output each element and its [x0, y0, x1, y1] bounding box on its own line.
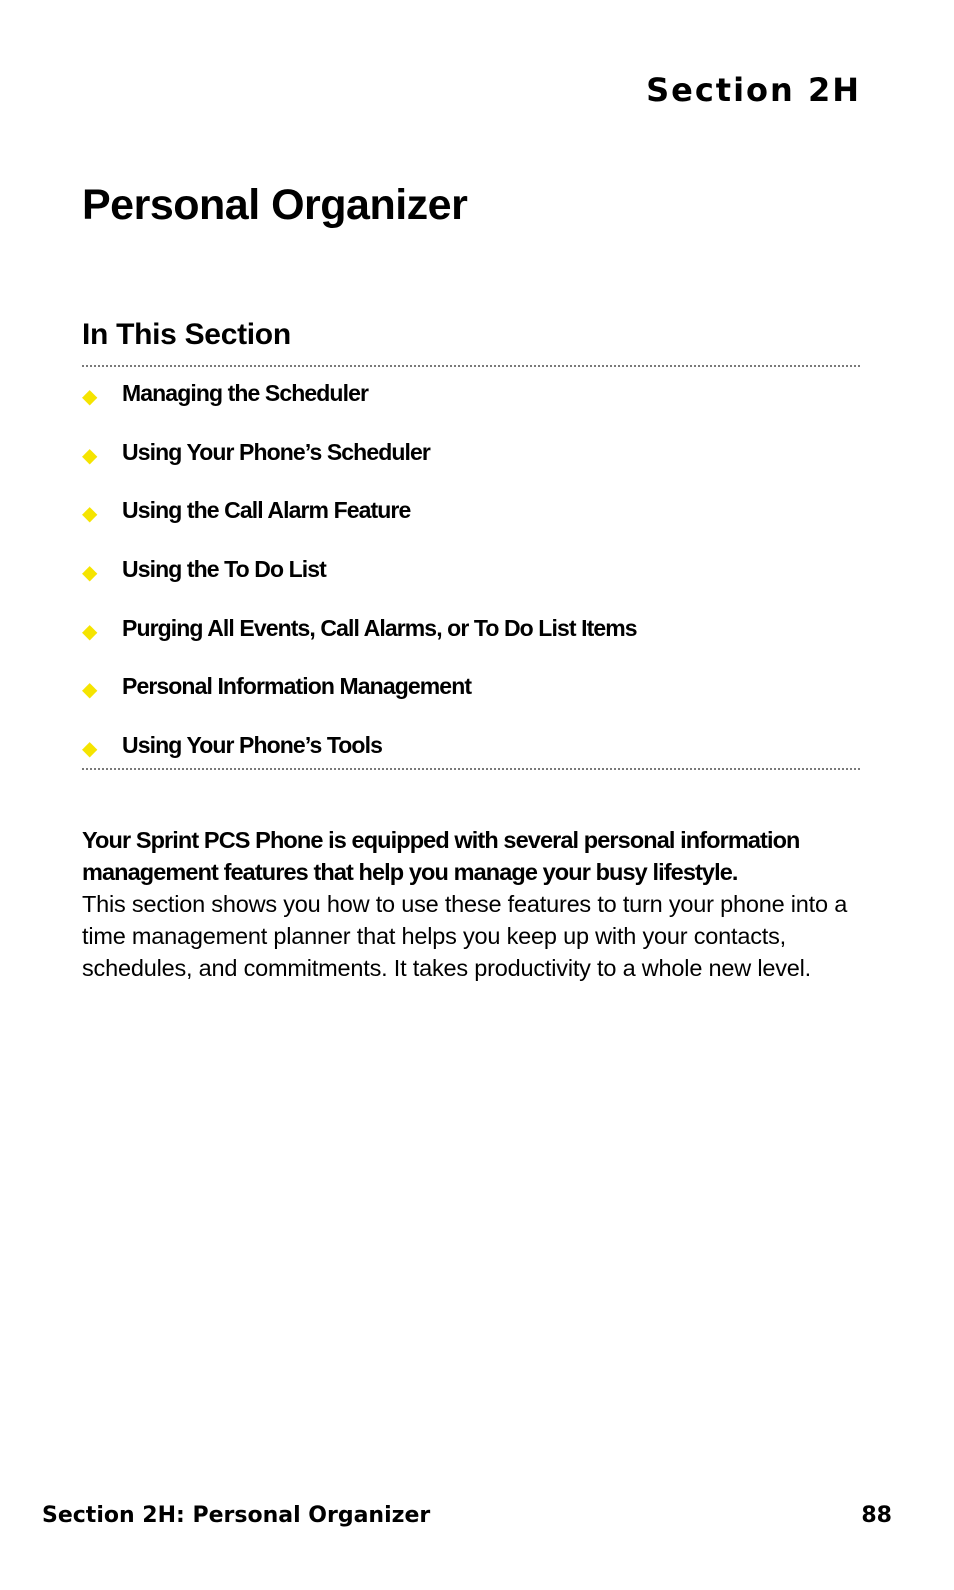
diamond-bullet-icon: ◆: [82, 501, 98, 526]
diamond-bullet-icon: ◆: [82, 677, 98, 702]
footer-section-label: Section 2H: Personal Organizer: [42, 1503, 431, 1528]
intro-body-text: This section shows you how to use these features to turn your phone into a time management planner that helps you keep up with your contacts, schedules, and commitments. It takes productivity to a whole new level.: [82, 891, 848, 981]
in-this-section-heading: In This Section: [82, 318, 291, 351]
diamond-bullet-icon: ◆: [82, 736, 98, 761]
list-item-label: Using Your Phone’s Tools: [122, 732, 382, 759]
list-item[interactable]: [82, 732, 860, 791]
list-item-label: Purging All Events, Call Alarms, or To Do List Items: [122, 614, 637, 641]
diamond-bullet-icon: ◆: [82, 384, 98, 408]
page-number: 88: [861, 1503, 892, 1528]
intro-paragraph: [82, 824, 872, 984]
list-item[interactable]: [82, 439, 860, 498]
diamond-bullet-icon: ◆: [82, 442, 98, 467]
list-item[interactable]: [82, 615, 860, 674]
intro-lead-text: Your Sprint PCS Phone is equipped with several personal information management features that help you manage your busy lifestyle.: [82, 827, 800, 885]
list-item-label: Personal Information Management: [122, 673, 472, 700]
section-label: Section 2H: [646, 71, 861, 109]
section-contents-list: [82, 380, 860, 791]
list-item-label: Using the To Do List: [122, 556, 326, 583]
divider-bottom: [82, 768, 860, 770]
list-item[interactable]: [82, 556, 860, 615]
diamond-bullet-icon: ◆: [82, 560, 98, 585]
list-item[interactable]: [82, 673, 860, 732]
page-title: Personal Organizer: [82, 181, 468, 229]
list-item-label: Managing the Scheduler: [122, 380, 369, 406]
list-item[interactable]: [82, 497, 860, 556]
list-item-label: Using Your Phone’s Scheduler: [122, 438, 430, 465]
diamond-bullet-icon: ◆: [82, 618, 98, 643]
list-item[interactable]: [82, 380, 860, 439]
list-item-label: Using the Call Alarm Feature: [122, 497, 411, 524]
divider-top: [82, 365, 860, 367]
